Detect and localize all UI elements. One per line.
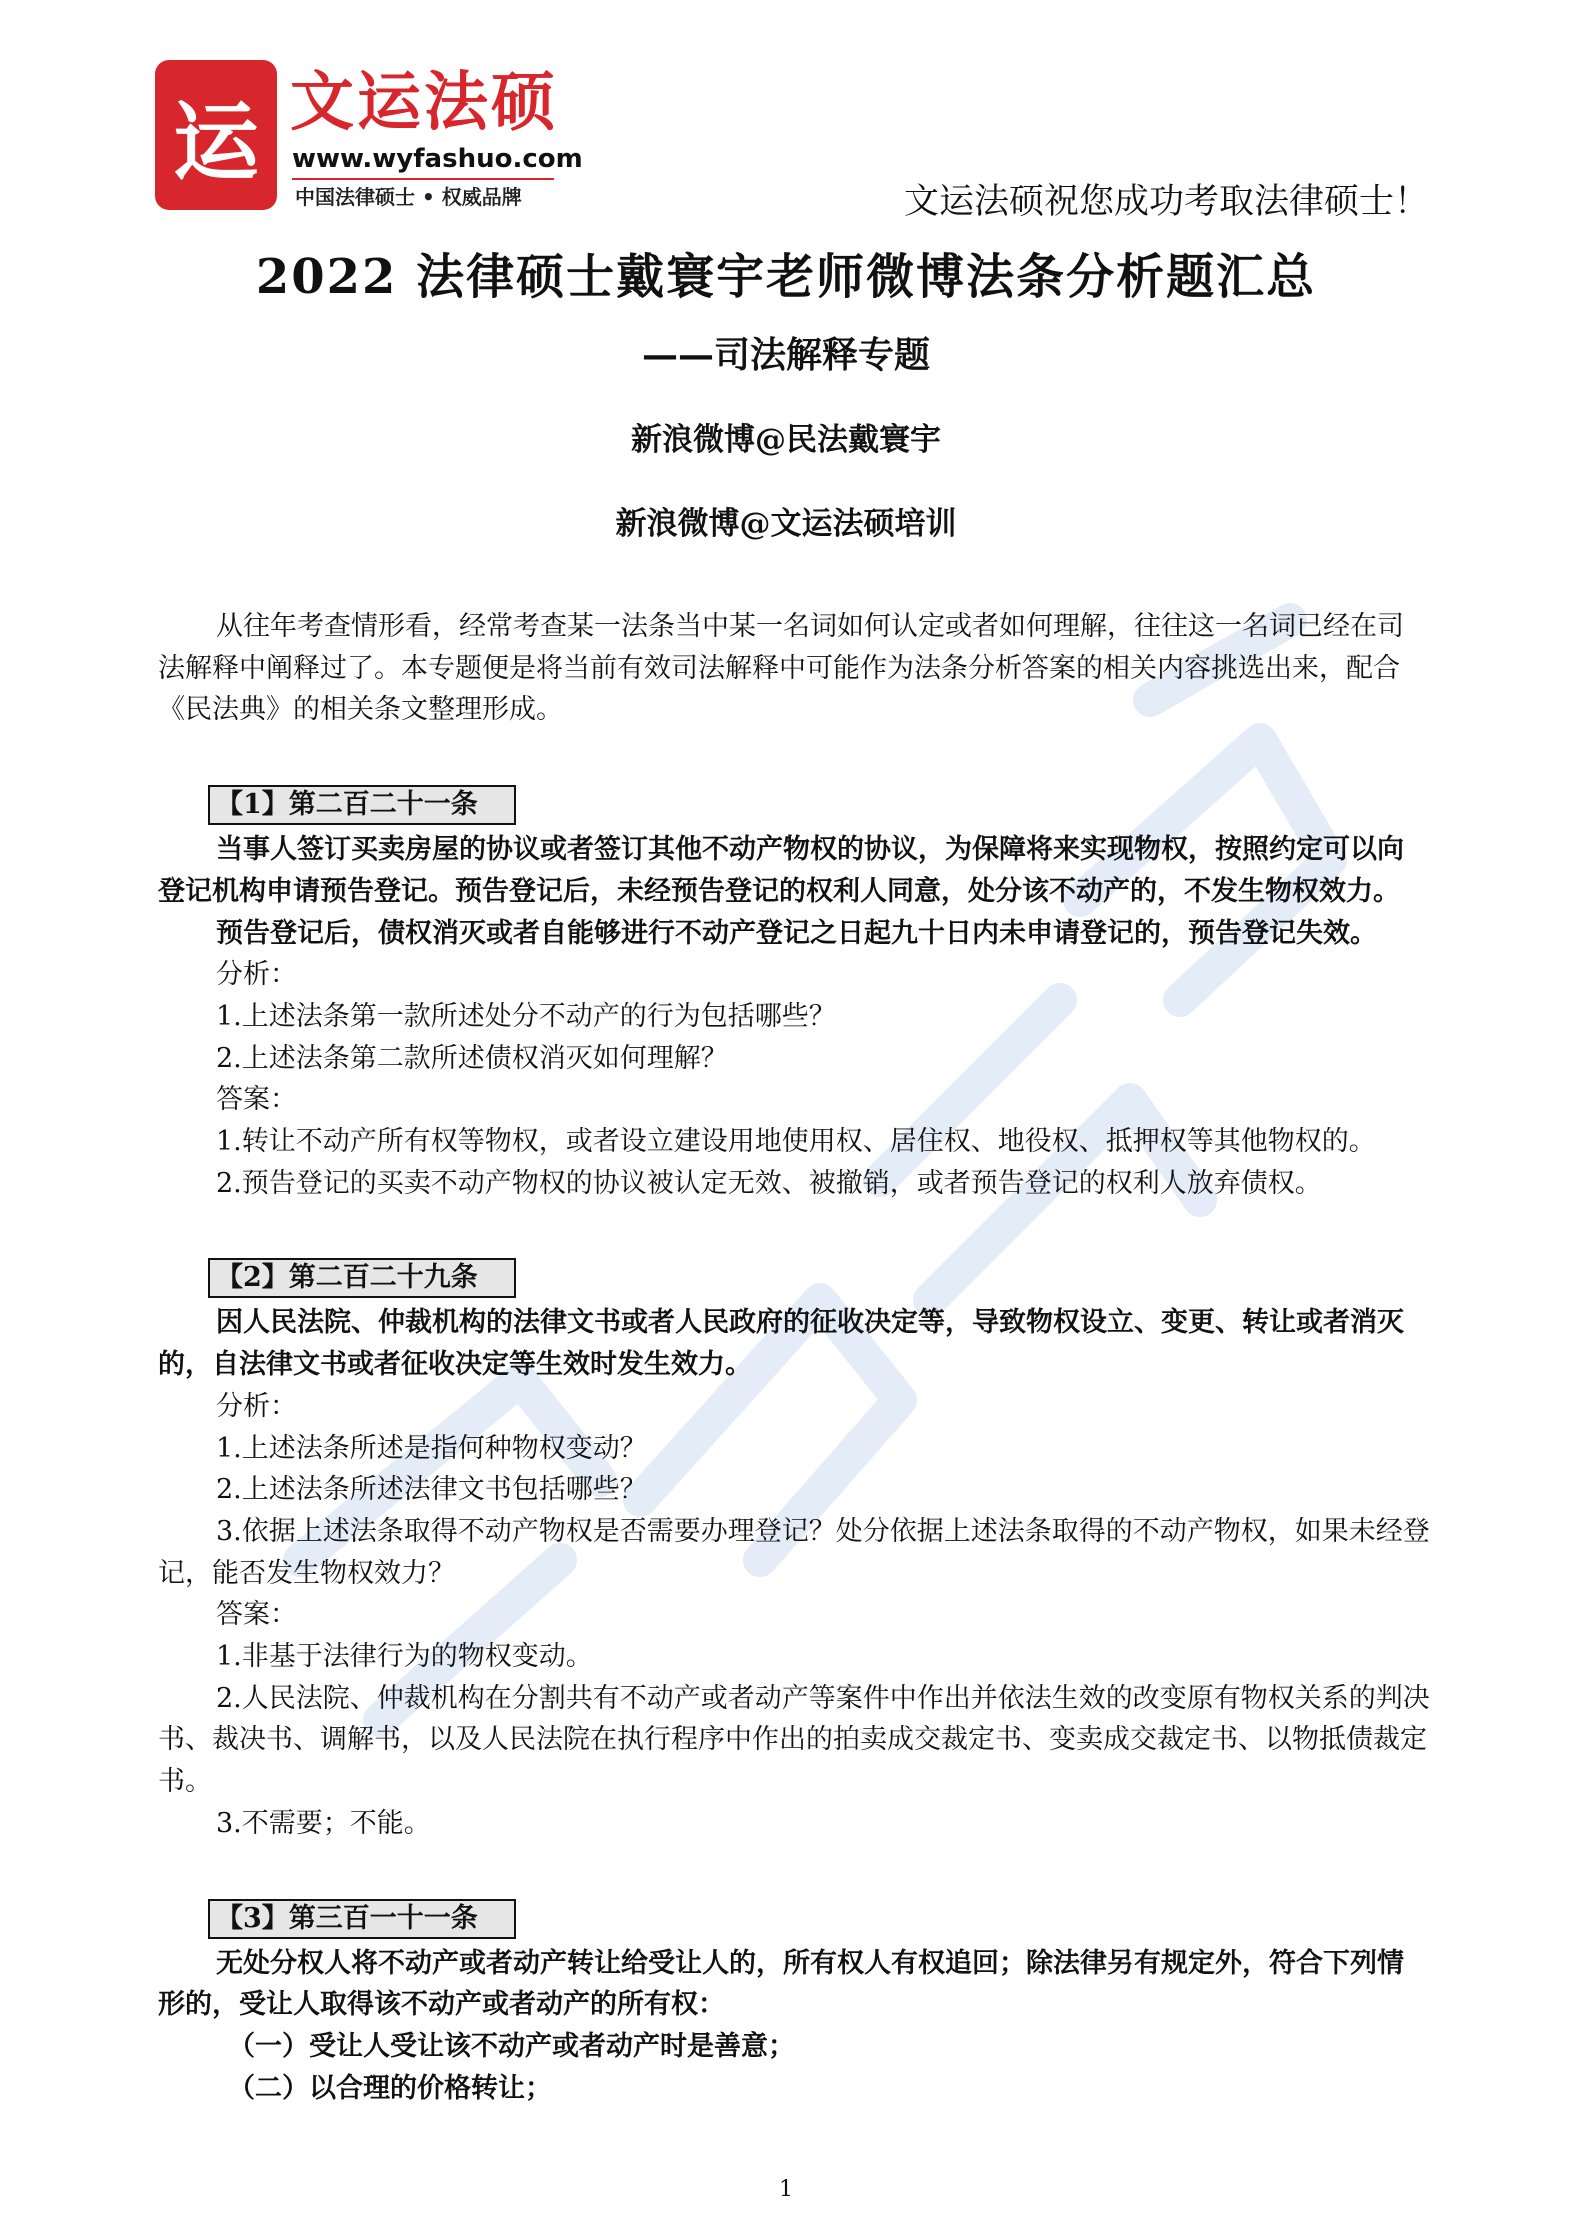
document-subtitle: ——司法解释专题 (641, 334, 930, 376)
question-item: 2.上述法条所述法律文书包括哪些？ (216, 1474, 647, 1506)
question-item: 2.上述法条第二款所述债权消灭如何理解？ (216, 1042, 728, 1074)
answer-item: 1.非基于法律行为的物权变动。 (216, 1641, 593, 1673)
law-text: 预告登记后，债权消灭或者自能够进行不动产登记之日起九十日内未申请登记的，预告登记失效。 (216, 917, 1377, 949)
intro-paragraph: 从往年考查情形看，经常考查某一法条当中某一名词如何认定或者如何理解，往往这一名词已经在司法解释中阐释过了。本专题便是将当前有效司法解释中可能作为法条分析答案的相关内容挑选出来，配合《民法典》的相关条文整理形成。 (158, 611, 1404, 726)
analysis-label: 分析： (216, 959, 297, 991)
answer-item: 2.预告登记的买卖不动产物权的协议被认定无效、被撤销，或者预告登记的权利人放弃债权。 (216, 1167, 1322, 1199)
brand-logo (155, 60, 583, 210)
law-text: 因人民法院、仲裁机构的法律文书或者人民政府的征收决定等，导致物权设立、变更、转让或者消灭的，自法律文书或者征收决定等生效时发生效力。 (158, 1307, 1404, 1381)
section-heading: 【1】第二百二十一条 (208, 785, 516, 825)
analysis-label: 分析： (216, 1390, 297, 1422)
law-list-item: （二）以合理的价格转让； (228, 2072, 552, 2104)
header-slogan: 文运法硕祝您成功考取法律硕士！ (903, 182, 1429, 222)
section-1 (158, 773, 1430, 829)
answer-label: 答案： (216, 1084, 297, 1116)
law-text: 无处分权人将不动产或者动产转让给受让人的，所有权人有权追回；除法律另有规定外，符合下列情形的，受让人取得该不动产或者动产的所有权： (158, 1947, 1404, 2021)
logo-divider (292, 178, 554, 180)
question-item: 1.上述法条所述是指何种物权变动？ (216, 1432, 647, 1464)
logo-url: www.wyfashuo.com (292, 144, 583, 174)
law-text: 当事人签订买卖房屋的协议或者签订其他不动产物权的协议，为保障将来实现物权，按照约定可以向登记机构申请预告登记。预告登记后，未经预告登记的权利人同意，处分该不动产的，不发生物权效力。 (158, 834, 1404, 907)
section-2 (158, 1246, 1430, 1302)
answer-item: 3.不需要；不能。 (216, 1807, 431, 1839)
answer-item: 1.转让不动产所有权等物权，或者设立建设用地使用权、居住权、地役权、抵押权等其他物权的。 (216, 1126, 1376, 1158)
page-number: 1 (779, 2177, 793, 2202)
section-3 (158, 1887, 1430, 1943)
byline-organization: 新浪微博@文运法硕培训 (615, 506, 957, 542)
answer-item: 2.人民法院、仲裁机构在分割共有不动产或者动产等案件中作出并依法生效的改变原有物权关系的判决书、裁决书、调解书，以及人民法院在执行程序中作出的拍卖成交裁定书、变卖成交裁定书、以物抵债裁定书。 (158, 1682, 1430, 1798)
logo-name: 文运法硕 (290, 66, 558, 140)
logo-tagline: 中国法律硕士 • 权威品牌 (295, 185, 522, 209)
question-item: 1.上述法条第一款所述处分不动产的行为包括哪些？ (216, 1000, 836, 1032)
document-title: 2022 法律硕士戴寰宇老师微博法条分析题汇总 (255, 249, 1317, 305)
law-list-item: （一）受让人受让该不动产或者动产时是善意； (228, 2030, 795, 2062)
section-heading: 【2】第二百二十九条 (208, 1258, 516, 1298)
logo-badge-icon: 运 (155, 60, 277, 210)
document-body (158, 606, 1430, 2109)
section-heading: 【3】第三百一十一条 (208, 1899, 516, 1939)
answer-label: 答案： (216, 1599, 297, 1631)
byline-author: 新浪微博@民法戴寰宇 (631, 422, 941, 458)
question-item: 3.依据上述法条取得不动产物权是否需要办理登记？处分依据上述法条取得的不动产物权，如果未经登记，能否发生物权效力？ (158, 1515, 1430, 1589)
